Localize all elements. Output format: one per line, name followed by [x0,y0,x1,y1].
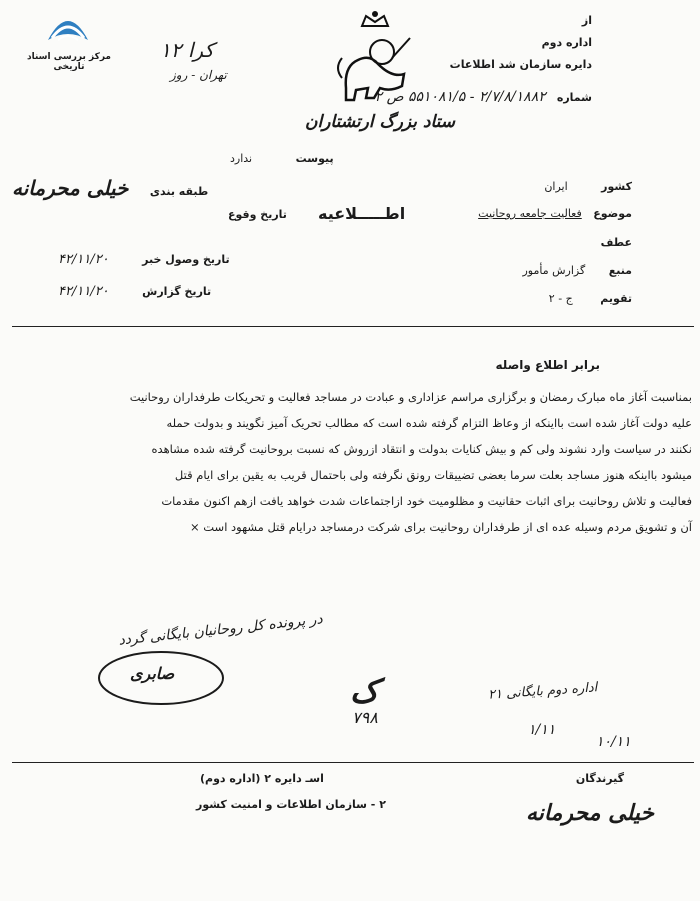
footer-classification: خیلی محرمانه [525,800,654,826]
event-date-row [228,208,287,221]
annotation-mark: ک [350,672,379,710]
rating-value: ج - ۲ [548,292,573,305]
org-title: ستاد بزرگ ارتشتاران [305,112,456,132]
annotation-main: در پرونده کل روحانیان بایگانی گردد [117,611,324,649]
recipient-2: ۲ - سازمان اطلاعات و امنیت کشور [196,798,386,811]
number-label: شماره [556,91,592,104]
header-az: از [581,14,592,27]
report-date-row [58,284,211,299]
attachment-label: پیوست [295,152,334,165]
country-value: ایران [544,180,568,193]
ref-label: عطف [600,236,632,249]
archive-logo-icon [38,10,98,50]
body-line: آن و تشویق مردم وسیله عده ای از طرفداران روحانیت برای شرکت درمساجد درایام قتل مشهود است × [189,520,692,534]
body-line: فعالیت و تلاش روحانیت برای اثبات حقانیت و مظلومیت خود ازاجتماعات شدت خواهد یافت ازهم اکنون مقدمات [161,494,692,508]
subject-value: فعالیت جامعه روحانیت [478,207,582,220]
classification-row [12,176,208,200]
news-date-label: تاریخ وصول خبر [142,253,230,266]
rating-row [549,292,632,305]
recipient-1: اسـ دایره ۲ (اداره دوم) [200,772,324,785]
body-intro: برابر اطلاع واصله [495,358,600,372]
report-date-label: تاریخ گزارش [142,285,212,298]
body-line: بمناسبت آغاز ماه مبارک رمضان و برگزاری مراسم عزاداری و عبادت در مساجد فعالیت و تحریکات طرفداران روحانیت [129,390,692,404]
body-line: نکنند در سیاست وارد نشوند ولی کم و بیش کنایات بدولت و انتقاد ازروش که نسبت بروحانیت گرفته شده مشاهده [151,442,692,456]
number-value: ۲/۷/۸/۱۸۸۲ - ۵۵۱۰۸۱/۵ ص ۲ [374,89,546,105]
annotation-signature: صابری [130,664,175,683]
classification-label: طبقه بندی [149,185,209,198]
event-date-label: تاریخ وقوع [228,208,287,221]
header-left-sub: تهران - روز [170,68,227,82]
header-number [375,86,592,105]
source-value: گزارش مأمور [522,264,586,277]
classification-value: خیلی محرمانه [12,176,129,200]
header-office: اداره دوم [541,36,592,49]
header-separator [12,326,694,327]
attachment-row [230,152,334,165]
footer-separator [12,762,694,763]
header-department: دایره سازمان شد اطلاعات [449,58,592,71]
annotation-office-note: اداره دوم بایگانی ۲۱ [487,680,598,703]
annotation-office-number: ۱/۱۱ [528,722,556,738]
header-left-handwriting: کرا ۱۲ [160,38,214,62]
subject-label: موضوع [593,207,632,220]
body-text [6,384,692,540]
notice-title: اطـــــلاعیه [318,204,406,223]
news-date-value: ۴۲/۱۱/۲۰ [58,252,109,267]
annotation-mark-number: ۷۹۸ [352,708,378,727]
news-date-row [58,252,230,267]
country-row [544,180,632,193]
source-row [522,264,632,277]
body-line: میشود بااینکه هنوز مساجد بعلت سرما بعضی تضییقات رونق نگرفته ولی باحتمال قریب به یقین برای ایام قتل [174,468,692,482]
ref-row [601,236,632,249]
logo-text: مرکز بررسی اسناد تاریخی [27,52,111,72]
rating-label: تقویم [600,292,632,305]
annotation-office-date: ۱۰/۱۱ [596,734,631,750]
recipients-label: گیرندگان [575,772,624,785]
subject-row [478,207,632,220]
archive-logo [14,10,124,72]
country-label: کشور [601,180,632,193]
report-date-value: ۴۲/۱۱/۲۰ [58,284,109,299]
source-label: منبع [608,264,632,277]
body-line: علیه دولت آغاز شده است بااینکه از وعاظ التزام گرفته شده است که مطالب تحریک آمیز نگویند و بدولت حمله [166,416,692,430]
attachment-value: ندارد [230,152,253,165]
